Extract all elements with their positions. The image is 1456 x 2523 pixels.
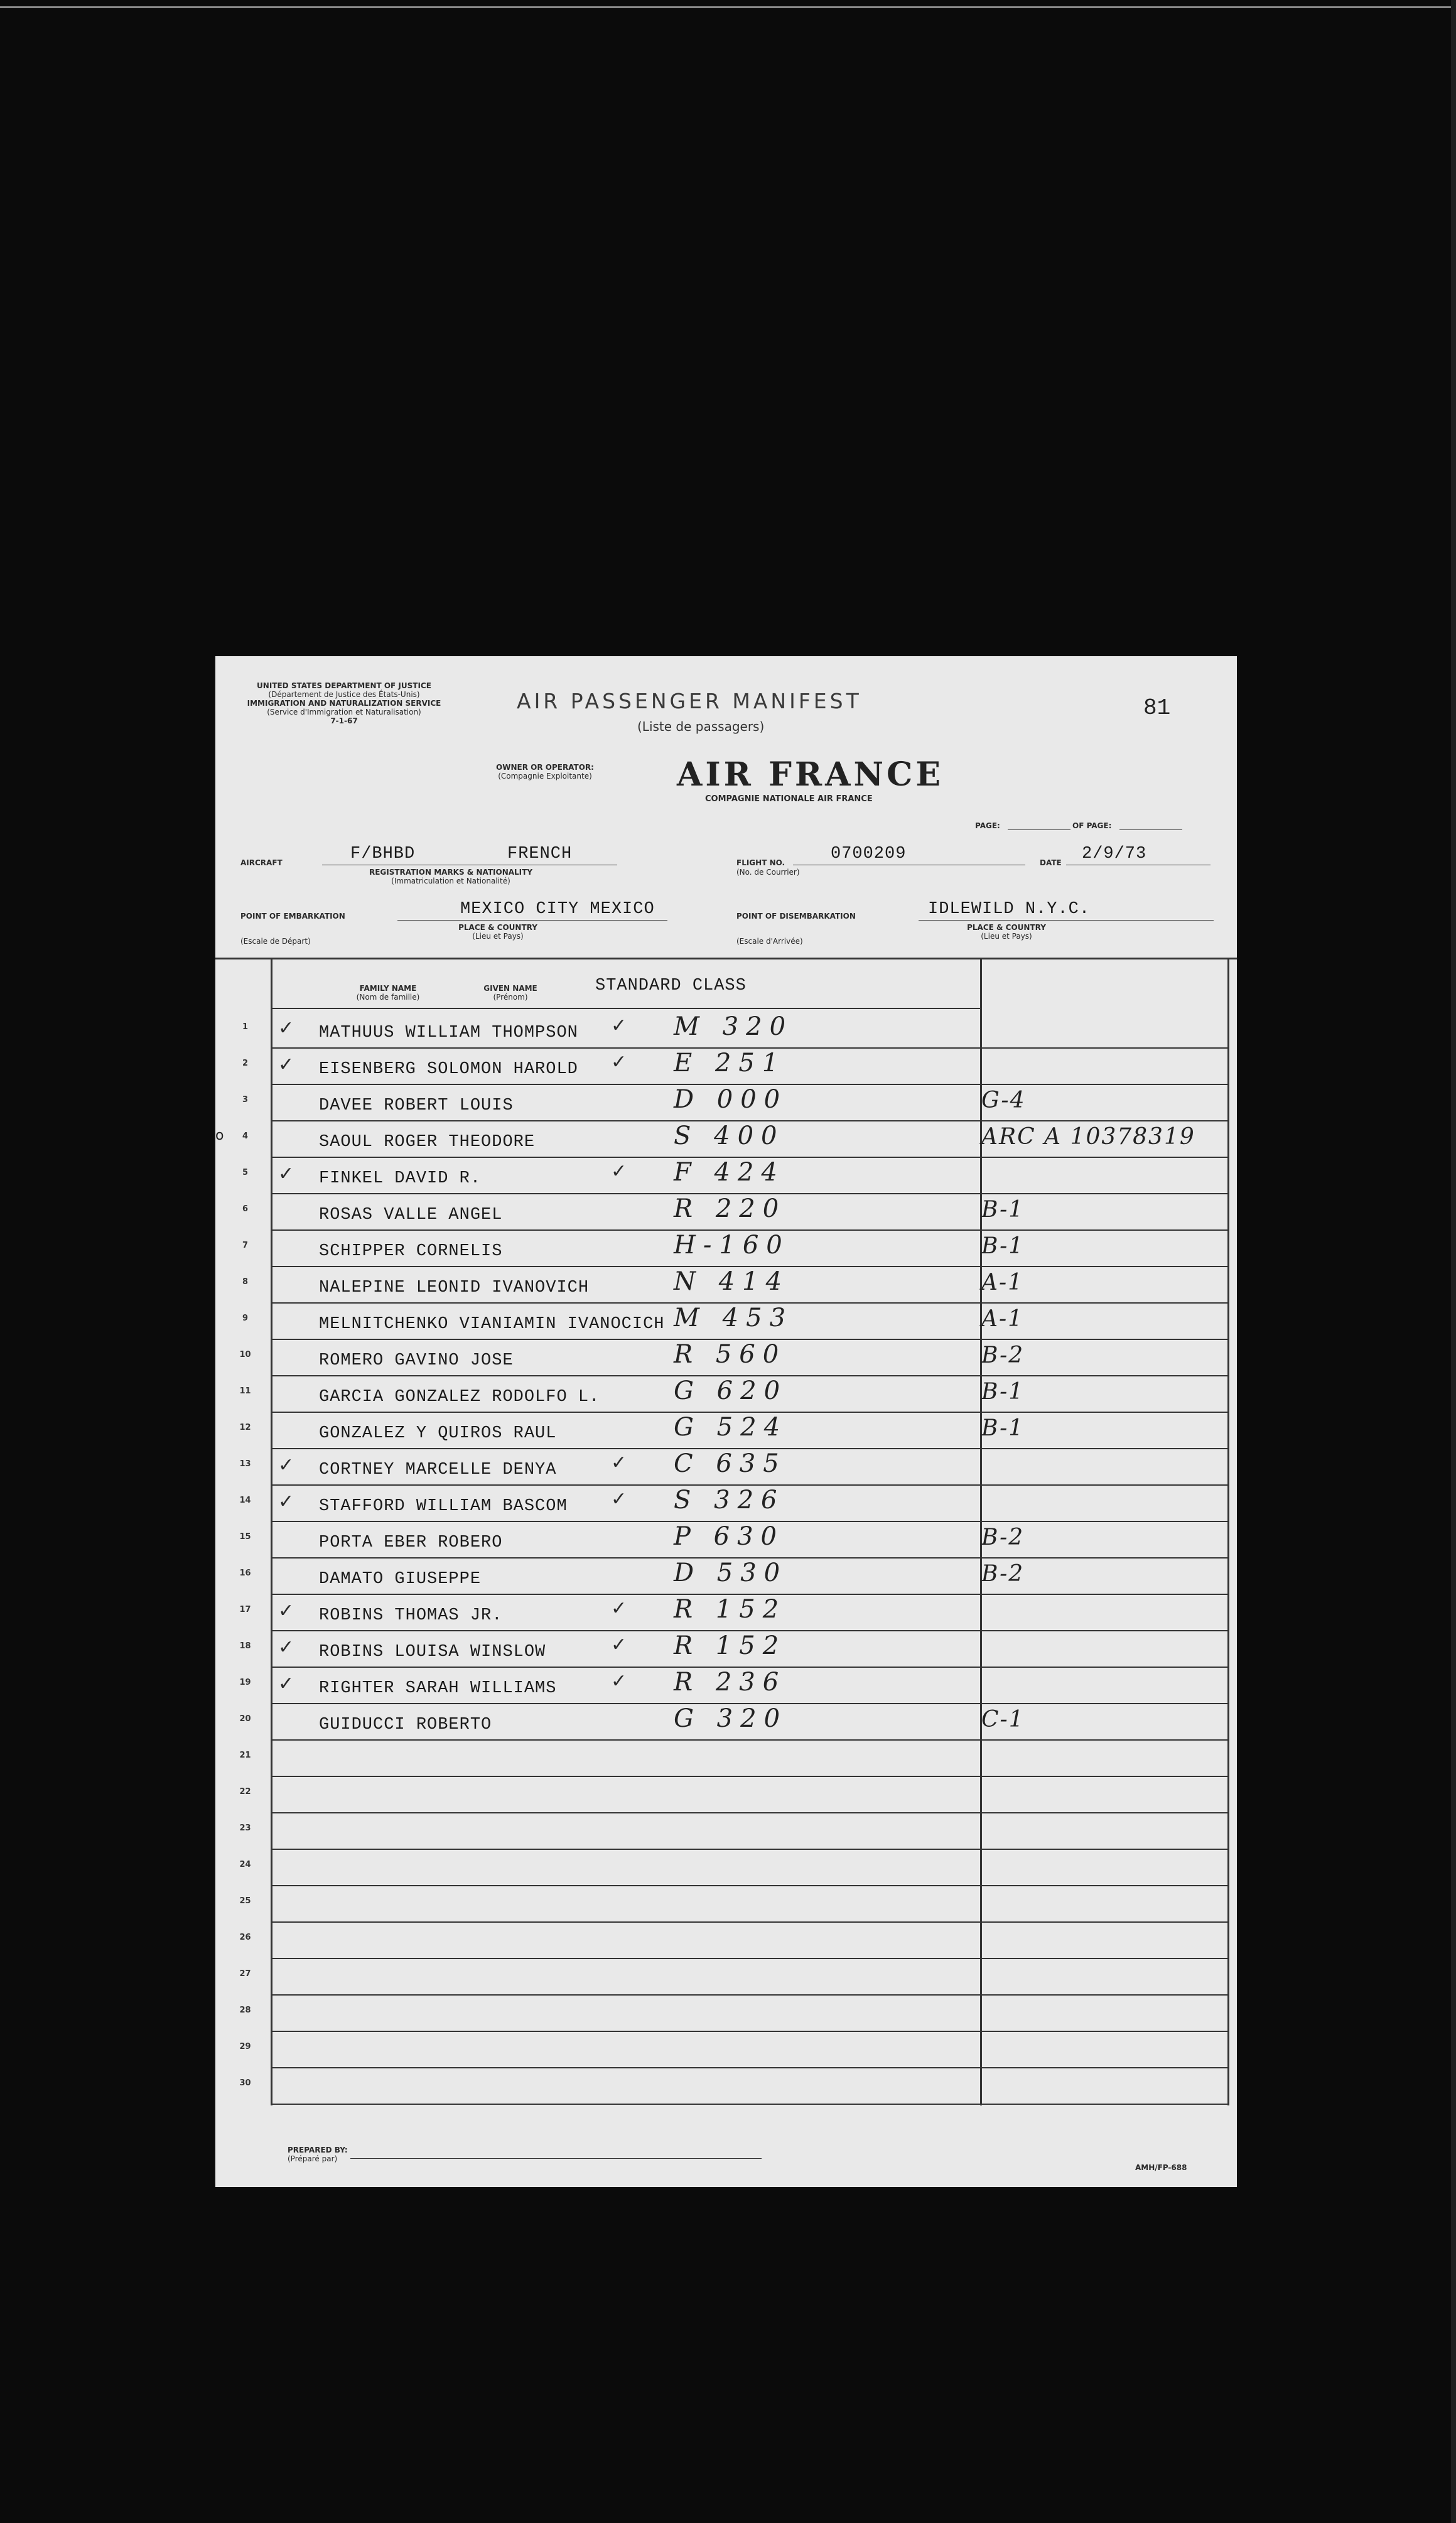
- row-number: 24: [239, 1860, 251, 1869]
- passenger-remark: ARC A 10378319: [981, 1124, 1195, 1150]
- passenger-name: ROMERO GAVINO JOSE: [319, 1351, 514, 1370]
- passenger-name: MELNITCHENKO VIANIAMIN IVANOCICH: [319, 1315, 665, 1334]
- family-name-label-fr: (Nom de famille): [356, 993, 420, 1002]
- row-number: 21: [239, 1751, 251, 1760]
- row-number: 28: [239, 2006, 251, 2015]
- row-number: 27: [239, 1969, 251, 1979]
- airline-name: AIR FRANCE: [677, 755, 944, 794]
- passenger-name: PORTA EBER ROBERO: [319, 1533, 503, 1552]
- passenger-code: H-160: [674, 1231, 790, 1260]
- passenger-code: R 152: [674, 1631, 787, 1660]
- place-label: PLACE & COUNTRY: [967, 923, 1046, 932]
- passenger-code: G 320: [674, 1704, 788, 1733]
- passenger-code: P 630: [674, 1522, 784, 1551]
- passenger-remark: B-2: [981, 1561, 1025, 1587]
- of-page-label: OF PAGE:: [1072, 821, 1112, 830]
- passenger-name: NALEPINE LEONID IVANOVICH: [319, 1278, 590, 1297]
- manifest-sheet: [215, 656, 1237, 2187]
- registration-label-fr: (Immatriculation et Nationalité): [391, 877, 510, 885]
- passenger-name: RIGHTER SARAH WILLIAMS: [319, 1679, 557, 1698]
- check-mark-icon: ✓: [611, 1452, 627, 1474]
- passenger-name: MATHUUS WILLIAM THOMPSON: [319, 1024, 578, 1042]
- row-number: 6: [242, 1204, 249, 1214]
- check-mark-icon: ✓: [278, 1636, 294, 1658]
- row-number: 30: [239, 2078, 251, 2088]
- passenger-remark: G-4: [981, 1088, 1026, 1113]
- embark-label: POINT OF EMBARKATION: [240, 912, 345, 921]
- row-number: 19: [239, 1678, 251, 1687]
- row-rule: [271, 1958, 1228, 1959]
- passenger-code: R 236: [674, 1668, 787, 1697]
- owner-label-fr: (Compagnie Exploitante): [498, 772, 592, 781]
- row-rule: [271, 1921, 1228, 1923]
- passenger-name: DAMATO GIUSEPPE: [319, 1570, 482, 1589]
- row-number: 22: [239, 1787, 251, 1796]
- passenger-remark: B-2: [981, 1525, 1025, 1550]
- row-number: 4: [242, 1132, 249, 1141]
- row-number: 25: [239, 1896, 251, 1906]
- given-name-label: GIVEN NAME: [483, 984, 537, 993]
- row-margin-mark: o: [215, 1128, 224, 1143]
- prepared-by-line: [350, 2158, 762, 2159]
- passenger-code: G 524: [674, 1413, 788, 1442]
- scan-top-edge: [0, 6, 1456, 8]
- form-date: 7-1-67: [330, 716, 358, 725]
- place-label: PLACE & COUNTRY: [458, 923, 537, 932]
- row-rule: [271, 2067, 1228, 2068]
- row-rule: [271, 1739, 1228, 1741]
- form-code: AMH/FP-688: [1135, 2163, 1187, 2172]
- passenger-code: C 635: [674, 1449, 787, 1478]
- passenger-name: SCHIPPER CORNELIS: [319, 1242, 503, 1261]
- passenger-name: GARCIA GONZALEZ RODOLFO L.: [319, 1388, 600, 1407]
- row-number: 9: [242, 1314, 249, 1323]
- passenger-name: EISENBERG SOLOMON HAROLD: [319, 1060, 578, 1079]
- nationality-value: FRENCH: [507, 845, 573, 863]
- passenger-code: R 152: [674, 1595, 787, 1624]
- row-number: 13: [239, 1459, 251, 1469]
- disembark-label-fr: (Escale d'Arrivée): [736, 937, 803, 946]
- scan-right-edge: [1451, 0, 1456, 2523]
- embark-label-fr: (Escale de Départ): [240, 937, 311, 946]
- check-mark-icon: ✓: [278, 1454, 294, 1476]
- passenger-code: S 400: [674, 1121, 785, 1150]
- passenger-code: M 453: [674, 1304, 794, 1332]
- row-number: 23: [239, 1823, 251, 1833]
- agency-line: IMMIGRATION AND NATURALIZATION SERVICE: [247, 699, 441, 708]
- prepared-by-block: [288, 2146, 348, 2163]
- row-rule: [271, 1812, 1228, 1813]
- row-number: 15: [239, 1532, 251, 1542]
- page-label: PAGE:: [975, 821, 1000, 830]
- passenger-code: E 251: [674, 1049, 786, 1078]
- row-rule: [271, 1885, 1228, 1886]
- row-rule: [271, 1849, 1228, 1850]
- check-mark-icon: ✓: [611, 1670, 627, 1692]
- row-number: 1: [242, 1022, 249, 1032]
- page-number: 81: [1143, 695, 1171, 721]
- passenger-name: ROSAS VALLE ANGEL: [319, 1206, 503, 1224]
- date-label: DATE: [1040, 858, 1062, 867]
- date-value: 2/9/73: [1082, 845, 1147, 863]
- passenger-code: D 530: [674, 1559, 788, 1587]
- row-number: 18: [239, 1641, 251, 1651]
- row-number: 14: [239, 1496, 251, 1505]
- document-subtitle: (Liste de passagers): [637, 719, 765, 734]
- flight-number: 0700209: [831, 845, 907, 863]
- place-label-fr: (Lieu et Pays): [472, 932, 524, 941]
- row-number: 3: [242, 1095, 249, 1105]
- passenger-name: FINKEL DAVID R.: [319, 1169, 482, 1188]
- passenger-remark: A-1: [981, 1306, 1024, 1332]
- passenger-remark: B-1: [981, 1415, 1025, 1441]
- check-mark-icon: ✓: [611, 1597, 627, 1619]
- check-mark-icon: ✓: [278, 1600, 294, 1622]
- passenger-name: DAVEE ROBERT LOUIS: [319, 1096, 514, 1115]
- row-rule: [271, 1776, 1228, 1777]
- flight-label: FLIGHT NO.: [736, 858, 785, 867]
- passenger-name: STAFFORD WILLIAM BASCOM: [319, 1497, 568, 1516]
- agency-line: (Département de Justice des États-Unis): [268, 690, 420, 699]
- passenger-remark: A-1: [981, 1270, 1024, 1295]
- passenger-code: M 320: [674, 1012, 794, 1041]
- check-mark-icon: ✓: [278, 1017, 294, 1039]
- passenger-code: R 220: [674, 1194, 787, 1223]
- passenger-code: R 560: [674, 1340, 787, 1369]
- passenger-remark: B-1: [981, 1197, 1025, 1223]
- airline-subtitle: COMPAGNIE NATIONALE AIR FRANCE: [705, 794, 873, 804]
- class-heading: STANDARD CLASS: [595, 976, 747, 995]
- check-mark-icon: ✓: [278, 1163, 294, 1185]
- passenger-code: G 620: [674, 1376, 788, 1405]
- passenger-code: D 000: [674, 1085, 788, 1114]
- passenger-remark: C-1: [981, 1707, 1025, 1732]
- row-number: 26: [239, 1933, 251, 1942]
- row-number: 12: [239, 1423, 251, 1432]
- passenger-code: N 414: [674, 1267, 790, 1296]
- passenger-table: [215, 656, 1237, 2187]
- row-number: 8: [242, 1277, 249, 1287]
- agency-line: (Service d'Immigration et Naturalisation): [267, 708, 421, 716]
- prepared-by-label: PREPARED BY:: [288, 2146, 348, 2154]
- passenger-name: GUIDUCCI ROBERTO: [319, 1715, 492, 1734]
- owner-label: OWNER OR OPERATOR:: [496, 763, 594, 772]
- aircraft-label: AIRCRAFT: [240, 858, 283, 867]
- row-number: 7: [242, 1241, 249, 1250]
- passenger-name: GONZALEZ Y QUIROS RAUL: [319, 1424, 557, 1443]
- passenger-remark: B-1: [981, 1379, 1025, 1405]
- row-rule: [271, 2104, 1228, 2105]
- passenger-code: S 326: [674, 1486, 785, 1515]
- aircraft-value: F/BHBD: [350, 845, 416, 863]
- passenger-name: SAOUL ROGER THEODORE: [319, 1133, 536, 1152]
- family-name-label: FAMILY NAME: [359, 984, 417, 993]
- row-rule: [271, 1994, 1228, 1996]
- document-title: AIR PASSENGER MANIFEST: [517, 689, 862, 713]
- passenger-name: ROBINS LOUISA WINSLOW: [319, 1643, 546, 1661]
- given-name-label-fr: (Prénom): [493, 993, 528, 1002]
- row-number: 17: [239, 1605, 251, 1614]
- check-mark-icon: ✓: [611, 1015, 627, 1037]
- row-number: 11: [239, 1386, 251, 1396]
- row-number: 29: [239, 2042, 251, 2051]
- registration-label: REGISTRATION MARKS & NATIONALITY: [369, 868, 533, 877]
- row-number: 2: [242, 1059, 249, 1068]
- check-mark-icon: ✓: [611, 1488, 627, 1510]
- place-label-fr: (Lieu et Pays): [981, 932, 1032, 941]
- check-mark-icon: ✓: [278, 1673, 294, 1695]
- passenger-name: CORTNEY MARCELLE DENYA: [319, 1461, 557, 1479]
- check-mark-icon: ✓: [611, 1051, 627, 1073]
- row-number: 5: [242, 1168, 249, 1177]
- prepared-by-label-fr: (Préparé par): [288, 2154, 338, 2163]
- flight-label-fr: (No. de Courrier): [736, 868, 800, 877]
- passenger-name: ROBINS THOMAS JR.: [319, 1606, 503, 1625]
- row-number: 20: [239, 1714, 251, 1724]
- check-mark-icon: ✓: [611, 1634, 627, 1656]
- check-mark-icon: ✓: [278, 1491, 294, 1513]
- disembark-value: IDLEWILD N.Y.C.: [928, 900, 1091, 919]
- embark-value: MEXICO CITY MEXICO: [460, 900, 655, 919]
- agency-line: UNITED STATES DEPARTMENT OF JUSTICE: [257, 681, 431, 690]
- disembark-label: POINT OF DISEMBARKATION: [736, 912, 856, 921]
- row-rule: [271, 2031, 1228, 2032]
- passenger-remark: B-2: [981, 1343, 1025, 1368]
- row-number: 16: [239, 1569, 251, 1578]
- check-mark-icon: ✓: [278, 1054, 294, 1076]
- passenger-code: F 424: [674, 1158, 785, 1187]
- check-mark-icon: ✓: [611, 1160, 627, 1182]
- passenger-remark: B-1: [981, 1233, 1025, 1259]
- row-number: 10: [239, 1350, 251, 1359]
